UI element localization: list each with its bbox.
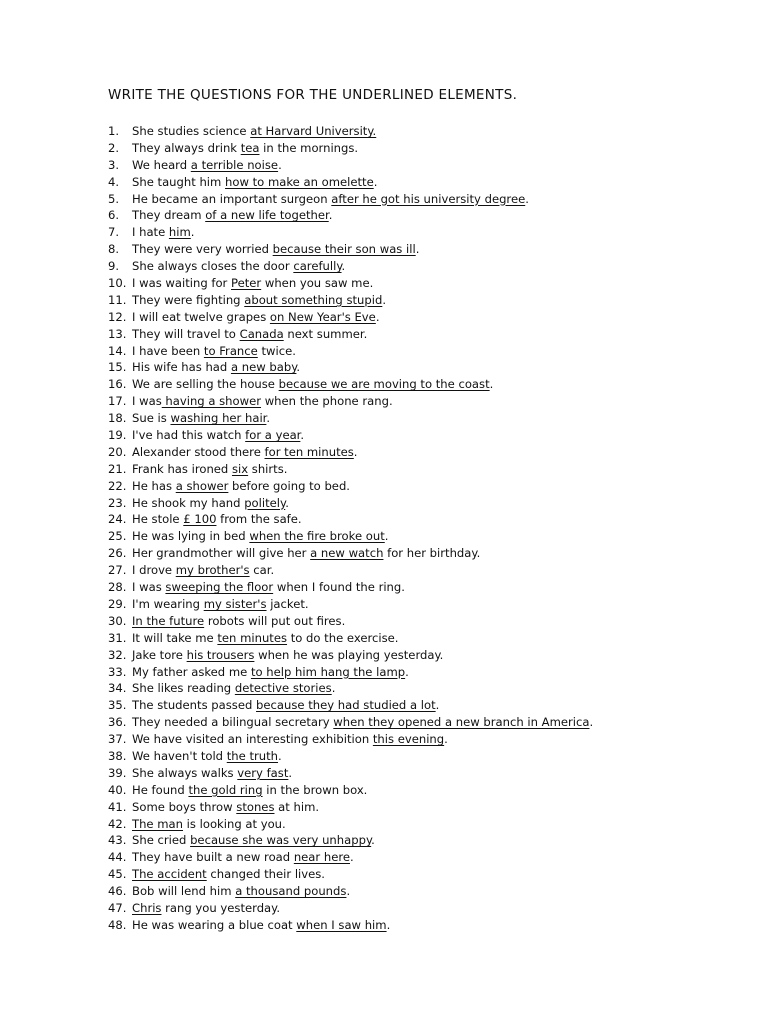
item-number: 17. bbox=[108, 394, 127, 409]
sentence-text-after: from the safe. bbox=[216, 512, 302, 527]
underlined-element: near here bbox=[293, 850, 350, 865]
item-sentence bbox=[132, 293, 386, 307]
sentence-text-before: I've had this watch bbox=[132, 428, 246, 443]
sentence-text-before: I hate bbox=[132, 225, 169, 240]
sentence-text-before: His wife has had bbox=[132, 360, 231, 375]
item-sentence bbox=[132, 428, 304, 442]
item-number: 24. bbox=[108, 512, 127, 527]
sentence-text-after: car. bbox=[249, 563, 275, 578]
list-item bbox=[108, 359, 593, 376]
list-item bbox=[108, 326, 593, 343]
item-number: 21. bbox=[108, 461, 127, 476]
list-item bbox=[108, 157, 593, 174]
item-number: 36. bbox=[108, 715, 127, 730]
item-sentence bbox=[132, 462, 287, 476]
list-item bbox=[108, 748, 593, 765]
underlined-element: my brother's bbox=[175, 563, 250, 578]
sentence-text-after: . bbox=[375, 309, 380, 324]
sentence-text-after: . bbox=[444, 732, 448, 747]
sentence-text-before: He was lying in bed bbox=[132, 529, 250, 544]
list-item bbox=[108, 258, 593, 275]
sentence-text-after: . bbox=[288, 765, 293, 780]
sentence-text-before: Jake tore bbox=[132, 647, 187, 662]
item-sentence bbox=[132, 580, 405, 594]
item-number: 13. bbox=[108, 326, 127, 341]
list-item bbox=[108, 376, 593, 393]
sentence-text-after: . bbox=[589, 715, 594, 730]
sentence-text-after: robots will put out fires. bbox=[204, 613, 346, 628]
sentence-text-after: . bbox=[190, 225, 195, 240]
sentence-text-before: Sue is bbox=[132, 411, 171, 426]
item-sentence bbox=[132, 394, 393, 408]
sentence-text-after: in the brown box. bbox=[262, 782, 368, 797]
list-item bbox=[108, 900, 593, 917]
item-number: 6. bbox=[108, 208, 120, 223]
list-item bbox=[108, 495, 593, 512]
sentence-text-after: . bbox=[415, 242, 420, 257]
underlined-element: Chris bbox=[132, 900, 162, 915]
underlined-element: Peter bbox=[231, 276, 262, 291]
sentence-text-before: My father asked me bbox=[132, 664, 251, 679]
sentence-text-after: . bbox=[405, 664, 409, 679]
sentence-text-before: We are selling the house bbox=[132, 377, 279, 392]
underlined-element: because we are moving to the coast bbox=[278, 377, 490, 392]
sentence-text-after: for her birthday. bbox=[383, 546, 481, 561]
item-number: 26. bbox=[108, 546, 127, 561]
item-sentence bbox=[132, 327, 367, 341]
item-sentence bbox=[132, 884, 350, 898]
item-sentence bbox=[132, 817, 286, 831]
item-number: 37. bbox=[108, 732, 127, 747]
item-number: 19. bbox=[108, 428, 127, 443]
sentence-text-after: before going to bed. bbox=[228, 478, 350, 493]
item-number: 12. bbox=[108, 309, 127, 324]
sentence-text-after: . bbox=[489, 377, 494, 392]
underlined-element: how to make an omelette bbox=[225, 174, 374, 189]
sentence-text-after: when I found the ring. bbox=[273, 580, 405, 595]
sentence-text-after: shirts. bbox=[248, 461, 288, 476]
list-item bbox=[108, 596, 593, 613]
item-sentence bbox=[132, 800, 319, 814]
item-number: 16. bbox=[108, 377, 127, 392]
item-sentence bbox=[132, 225, 194, 239]
underlined-element: a new watch bbox=[310, 546, 384, 561]
sentence-text-after: next summer. bbox=[283, 326, 368, 341]
sentence-text-before: I drove bbox=[132, 563, 176, 578]
sentence-text-after: . bbox=[341, 259, 346, 274]
item-sentence bbox=[132, 665, 409, 679]
underlined-element: to France bbox=[203, 343, 258, 358]
list-item bbox=[108, 630, 593, 647]
sentence-text-after: . bbox=[373, 174, 378, 189]
sentence-text-after: . bbox=[346, 884, 351, 899]
list-item bbox=[108, 849, 593, 866]
worksheet-title: WRITE THE QUESTIONS FOR THE UNDERLINED ELEMENTS. bbox=[108, 87, 518, 103]
sentence-text-before: He became an important surgeon bbox=[132, 191, 332, 206]
sentence-text-after: . bbox=[384, 529, 389, 544]
item-sentence bbox=[132, 276, 373, 290]
item-sentence bbox=[132, 124, 376, 138]
item-sentence bbox=[132, 141, 358, 155]
underlined-element: a terrible noise bbox=[190, 157, 279, 172]
item-sentence bbox=[132, 631, 398, 645]
sentence-text-after: . bbox=[285, 495, 289, 510]
item-number: 30. bbox=[108, 613, 127, 628]
sentence-text-before: She always walks bbox=[132, 765, 238, 780]
sentence-text-after: . bbox=[386, 917, 391, 932]
item-number: 18. bbox=[108, 411, 127, 426]
item-number: 15. bbox=[108, 360, 127, 375]
underlined-element: about something stupid bbox=[244, 292, 383, 307]
underlined-element: of a new life together bbox=[205, 208, 329, 223]
sentence-text-after: . bbox=[266, 411, 271, 426]
item-number: 28. bbox=[108, 580, 127, 595]
item-number: 42. bbox=[108, 816, 127, 831]
sentence-text-before: I'm wearing bbox=[132, 596, 204, 611]
underlined-element: stones bbox=[236, 799, 275, 814]
item-sentence bbox=[132, 496, 289, 510]
list-item bbox=[108, 511, 593, 528]
list-item bbox=[108, 123, 593, 140]
sentence-text-before: They always drink bbox=[132, 140, 241, 155]
underlined-element: six bbox=[231, 461, 249, 476]
underlined-element: on New Year's Eve bbox=[269, 309, 376, 324]
sentence-text-after: is looking at you. bbox=[183, 816, 286, 831]
item-sentence bbox=[132, 732, 448, 746]
item-sentence bbox=[132, 597, 309, 611]
item-number: 34. bbox=[108, 681, 127, 696]
item-number: 44. bbox=[108, 850, 127, 865]
item-number: 7. bbox=[108, 225, 120, 240]
item-number: 27. bbox=[108, 563, 127, 578]
sentence-text-before: I have been bbox=[132, 343, 204, 358]
list-item bbox=[108, 478, 593, 495]
underlined-element: because she was very unhappy bbox=[190, 833, 372, 848]
item-number: 25. bbox=[108, 529, 127, 544]
sentence-text-after: changed their lives. bbox=[206, 867, 325, 882]
item-number: 22. bbox=[108, 478, 127, 493]
item-sentence bbox=[132, 242, 419, 256]
sentence-text-after: . bbox=[350, 850, 354, 865]
sentence-text-before: The students passed bbox=[132, 698, 257, 713]
item-sentence bbox=[132, 546, 480, 560]
sentence-text-before: Frank has ironed bbox=[132, 461, 232, 476]
underlined-element: the gold ring bbox=[188, 782, 263, 797]
list-item bbox=[108, 207, 593, 224]
underlined-element: Canada bbox=[239, 326, 284, 341]
item-number: 39. bbox=[108, 765, 127, 780]
item-sentence bbox=[132, 512, 302, 526]
item-number: 4. bbox=[108, 174, 120, 189]
list-item bbox=[108, 816, 593, 833]
sentence-text-after: . bbox=[371, 833, 375, 848]
item-sentence bbox=[132, 918, 390, 932]
item-number: 8. bbox=[108, 242, 120, 257]
underlined-element: for ten minutes bbox=[264, 444, 354, 459]
item-number: 33. bbox=[108, 664, 127, 679]
item-sentence bbox=[132, 411, 270, 425]
underlined-element: a thousand pounds bbox=[235, 884, 347, 899]
sentence-text-before: He has bbox=[132, 478, 176, 493]
item-number: 29. bbox=[108, 596, 127, 611]
item-number: 47. bbox=[108, 900, 127, 915]
sentence-text-after: . bbox=[278, 157, 282, 172]
item-sentence bbox=[132, 563, 274, 577]
sentence-text-after: when he was playing yesterday. bbox=[254, 647, 444, 662]
underlined-element: his trousers bbox=[186, 647, 255, 662]
item-sentence bbox=[132, 259, 345, 273]
item-number: 40. bbox=[108, 782, 127, 797]
item-sentence bbox=[132, 766, 292, 780]
item-number: 9. bbox=[108, 259, 120, 274]
list-item bbox=[108, 731, 593, 748]
sentence-text-before: Her grandmother will give her bbox=[132, 546, 311, 561]
sentence-text-before: Some boys throw bbox=[132, 799, 237, 814]
sentence-text-after: . bbox=[382, 292, 386, 307]
item-number: 32. bbox=[108, 647, 127, 662]
underlined-element: a new baby bbox=[230, 360, 297, 375]
list-item bbox=[108, 393, 593, 410]
underlined-element: very fast bbox=[237, 765, 289, 780]
sentence-text-before: She always closes the door bbox=[132, 259, 294, 274]
underlined-element: the truth bbox=[226, 748, 279, 763]
underlined-element: to help him hang the lamp bbox=[250, 664, 406, 679]
sentence-text-before: They have built a new road bbox=[132, 850, 294, 865]
underlined-element: my sister's bbox=[203, 596, 267, 611]
item-number: 38. bbox=[108, 748, 127, 763]
item-number: 41. bbox=[108, 799, 127, 814]
list-item bbox=[108, 461, 593, 478]
sentence-text-after: rang you yesterday. bbox=[161, 900, 281, 915]
sentence-text-before: I was bbox=[132, 394, 162, 409]
list-item bbox=[108, 309, 593, 326]
item-number: 11. bbox=[108, 292, 127, 307]
sentence-text-after: when the phone rang. bbox=[261, 394, 393, 409]
list-item bbox=[108, 343, 593, 360]
item-number: 2. bbox=[108, 140, 120, 155]
underlined-element: when they opened a new branch in America bbox=[333, 715, 590, 730]
item-sentence bbox=[132, 783, 367, 797]
sentence-text-before: I will eat twelve grapes bbox=[132, 309, 270, 324]
underlined-element: after he got his university degree bbox=[331, 191, 526, 206]
sentence-text-before: They needed a bilingual secretary bbox=[132, 715, 334, 730]
item-sentence bbox=[132, 698, 439, 712]
underlined-element: for a year bbox=[245, 428, 301, 443]
sentence-text-before: We haven't told bbox=[132, 748, 227, 763]
sentence-text-after: twice. bbox=[257, 343, 296, 358]
item-sentence bbox=[132, 445, 357, 459]
underlined-element: because they had studied a lot bbox=[256, 698, 436, 713]
sentence-text-before: I was bbox=[132, 580, 166, 595]
underlined-element: The man bbox=[132, 816, 183, 831]
list-item bbox=[108, 191, 593, 208]
sentence-text-before: Alexander stood there bbox=[132, 444, 265, 459]
sentence-text-after: in the mornings. bbox=[259, 140, 359, 155]
underlined-element: carefully bbox=[293, 259, 342, 274]
item-sentence bbox=[132, 901, 280, 915]
list-item bbox=[108, 765, 593, 782]
sentence-text-after: . bbox=[300, 428, 305, 443]
list-item bbox=[108, 917, 593, 934]
list-item bbox=[108, 528, 593, 545]
list-item bbox=[108, 224, 593, 241]
item-sentence bbox=[132, 479, 350, 493]
underlined-element: a shower bbox=[175, 478, 229, 493]
item-number: 1. bbox=[108, 124, 120, 138]
underlined-element: ten minutes bbox=[217, 630, 288, 645]
item-number: 46. bbox=[108, 884, 127, 899]
sentence-text-before: They dream bbox=[132, 208, 206, 223]
sentence-text-before: They were fighting bbox=[132, 292, 245, 307]
sentence-text-before: She studies science bbox=[132, 124, 251, 138]
item-number: 23. bbox=[108, 495, 127, 510]
underlined-element: In the future bbox=[132, 613, 205, 628]
list-item bbox=[108, 664, 593, 681]
sentence-text-before: Bob will lend him bbox=[132, 884, 236, 899]
list-item bbox=[108, 579, 593, 596]
item-sentence bbox=[132, 867, 325, 881]
sentence-text-before: She taught him bbox=[132, 174, 226, 189]
underlined-element: this evening bbox=[372, 732, 445, 747]
sentence-text-after: to do the exercise. bbox=[287, 630, 399, 645]
underlined-element: detective stories bbox=[234, 681, 332, 696]
sentence-text-before: He stole bbox=[132, 512, 184, 527]
list-item bbox=[108, 613, 593, 630]
list-item bbox=[108, 275, 593, 292]
sentence-text-after: jacket. bbox=[266, 596, 309, 611]
sentence-text-before: He found bbox=[132, 782, 189, 797]
item-sentence bbox=[132, 377, 493, 391]
list-item bbox=[108, 697, 593, 714]
list-item bbox=[108, 174, 593, 191]
list-item bbox=[108, 140, 593, 157]
underlined-element: sweeping the floor bbox=[165, 580, 274, 595]
sentence-text-before: He shook my hand bbox=[132, 495, 245, 510]
list-item bbox=[108, 545, 593, 562]
list-item bbox=[108, 292, 593, 309]
underlined-element: when the fire broke out bbox=[249, 529, 385, 544]
sentence-text-after: . bbox=[278, 748, 282, 763]
item-sentence bbox=[132, 310, 380, 324]
sentence-text-before: We heard bbox=[132, 157, 191, 172]
item-sentence bbox=[132, 614, 345, 628]
item-sentence bbox=[132, 749, 282, 763]
list-item bbox=[108, 714, 593, 731]
item-number: 10. bbox=[108, 276, 127, 291]
underlined-element: him bbox=[168, 225, 191, 240]
sentence-text-before: She likes reading bbox=[132, 681, 235, 696]
sentence-text-before: He was wearing a blue coat bbox=[132, 917, 297, 932]
item-number: 48. bbox=[108, 917, 127, 932]
item-sentence bbox=[132, 192, 529, 206]
item-sentence bbox=[132, 833, 375, 847]
item-number: 43. bbox=[108, 833, 127, 848]
sentence-text-before: They will travel to bbox=[132, 326, 240, 341]
list-item bbox=[108, 782, 593, 799]
sentence-text-after: . bbox=[435, 698, 440, 713]
underlined-element: £ 100 bbox=[183, 512, 217, 527]
list-item bbox=[108, 866, 593, 883]
sentence-text-after: . bbox=[353, 444, 358, 459]
item-sentence bbox=[132, 850, 354, 864]
sentence-text-after: at him. bbox=[274, 799, 320, 814]
sentence-text-after: . bbox=[328, 208, 333, 223]
list-item bbox=[108, 241, 593, 258]
list-item bbox=[108, 680, 593, 697]
sentence-text-after: . bbox=[525, 191, 529, 206]
underlined-element: at Harvard University. bbox=[250, 124, 377, 138]
list-item bbox=[108, 444, 593, 461]
list-item bbox=[108, 647, 593, 664]
list-item bbox=[108, 562, 593, 579]
underlined-element: when I saw him bbox=[296, 917, 387, 932]
list-item bbox=[108, 832, 593, 849]
item-number: 3. bbox=[108, 157, 120, 172]
sentence-list bbox=[108, 123, 593, 934]
list-item bbox=[108, 410, 593, 427]
sentence-text-after: . bbox=[296, 360, 301, 375]
sentence-text-before: I was waiting for bbox=[132, 276, 232, 291]
item-sentence bbox=[132, 529, 388, 543]
item-number: 20. bbox=[108, 444, 127, 459]
list-item bbox=[108, 883, 593, 900]
item-sentence bbox=[132, 681, 335, 695]
item-number: 35. bbox=[108, 698, 127, 713]
item-sentence bbox=[132, 344, 296, 358]
underlined-element: because their son was ill bbox=[272, 242, 416, 257]
underlined-element: washing her hair bbox=[170, 411, 267, 426]
item-sentence bbox=[132, 175, 377, 189]
item-number: 14. bbox=[108, 343, 127, 358]
item-sentence bbox=[132, 648, 443, 662]
item-sentence bbox=[132, 208, 332, 222]
sentence-text-after: . bbox=[331, 681, 336, 696]
sentence-text-before: They were very worried bbox=[132, 242, 273, 257]
item-sentence bbox=[132, 360, 300, 374]
item-number: 45. bbox=[108, 867, 127, 882]
item-number: 31. bbox=[108, 630, 127, 645]
underlined-element: The accident bbox=[132, 867, 207, 882]
underlined-element: tea bbox=[240, 140, 260, 155]
item-sentence bbox=[132, 158, 282, 172]
underlined-element: having a shower bbox=[161, 394, 262, 409]
item-number: 5. bbox=[108, 191, 120, 206]
item-sentence bbox=[132, 715, 593, 729]
sentence-text-before: It will take me bbox=[132, 630, 218, 645]
underlined-element: politely bbox=[244, 495, 286, 510]
list-item bbox=[108, 799, 593, 816]
sentence-text-before: She cried bbox=[132, 833, 191, 848]
list-item bbox=[108, 427, 593, 444]
sentence-text-before: We have visited an interesting exhibition bbox=[132, 732, 373, 747]
sentence-text-after: when you saw me. bbox=[261, 276, 374, 291]
